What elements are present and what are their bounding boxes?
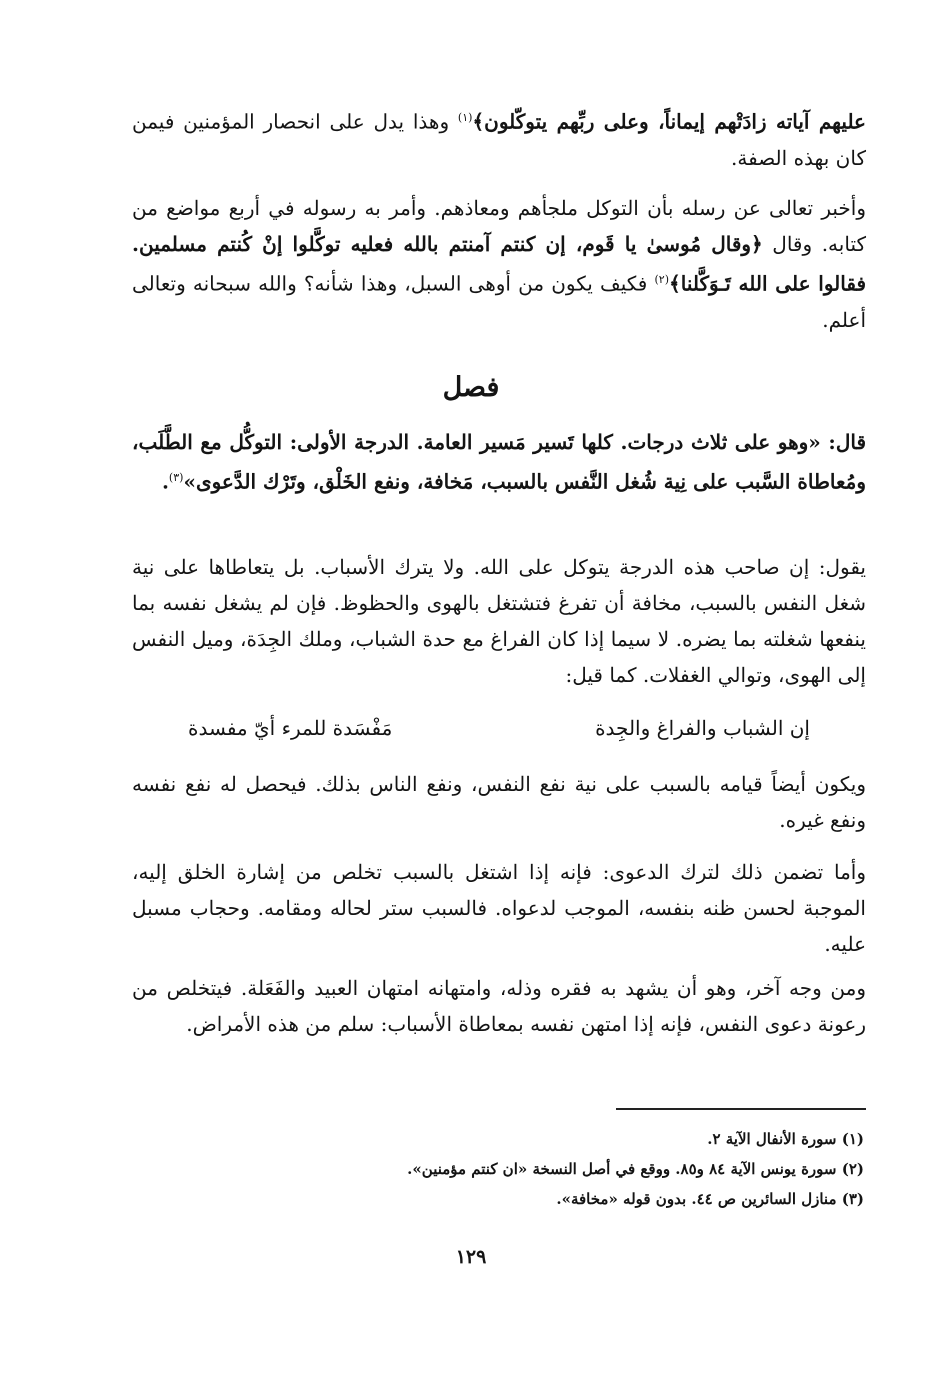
verse-second-hemistich: مَفْسَدة للمرء أيّ مفسدة	[188, 716, 393, 740]
poetry-verse	[132, 710, 866, 746]
paragraph-1	[132, 100, 866, 176]
quran-quote-end: عليهم آياته زادَتْهم إيماناً، وعلى ربِّهم يتوكّلون﴾	[472, 109, 866, 134]
footnote-ref-2: (٢)	[654, 273, 670, 286]
footnote-3: (٣) منازل السائرين ص ٤٤. بدون قوله «مخافة».	[556, 1190, 864, 1208]
paragraph-2	[132, 190, 866, 338]
footnote-ref-3: (٣)	[168, 471, 184, 484]
paragraph-3-quote	[132, 424, 866, 500]
paragraph-1-text: وهذا يدل على انحصار المؤمنين فيمن كان بهذه الصفة.	[132, 109, 866, 170]
section-heading: فصل	[442, 372, 500, 403]
verse-first-hemistich: إن الشباب والفراغ والجِدة	[595, 716, 810, 740]
footnote-2: (٢) سورة يونس الآية ٨٤ و٨٥. ووقع في أصل النسخة «ان كنتم مؤمنين».	[407, 1160, 864, 1178]
paragraph-4: يقول: إن صاحب هذه الدرجة يتوكل على الله. ولا يترك الأسباب. بل يتعاطاها على نية شغل النفس بالسبب، مخافة أن تفرغ فتشتغل بالهوى والحظوظ. فإن لم يشغل نفسه بما ينفعها شغلته بما يضره. لا سيما إذا كان الفراغ مع حدة الشباب، وملك الجِدَة، وميل النفس إلى الهوى، وتوالي الغفلات. كما قيل:	[132, 555, 866, 687]
paragraph-5: ويكون أيضاً قيامه بالسبب على نية نفع النفس، ونفع الناس بذلك. فيحصل له نفع نفسه ونفع غيره.	[132, 772, 866, 832]
paragraph-2-text: فكيف يكون من أوهى السبل، وهذا شأنه؟ والله سبحانه وتعالى أعلم.	[132, 271, 866, 332]
paragraph-2-intro: وأخبر تعالى عن رسله بأن التوكل ملجأهم ومعاذهم. وأمر به رسوله في أربع مواضع من كتابه. وقال	[132, 196, 866, 256]
quote-end-dot: .	[161, 469, 169, 494]
paragraph-7: ومن وجه آخر، وهو أن يشهد به فقره وذله، وامتهانه امتهان العبيد والفَعَلة. فيتخلص من رعونة دعوى النفس، فإنه إذا امتهن نفسه بمعاطاة الأسباب: سلم من هذه الأمراض.	[132, 976, 866, 1036]
footnote-separator	[616, 1108, 866, 1110]
footnotes	[130, 1124, 864, 1214]
author-quote: قال: «وهو على ثلاث درجات. كلها تَسير مَسير العامة. الدرجة الأولى: التوكُّل مع الطَّلَب، ومُعاطاة السَّبب على نِية شُغل النَّفس بالسبب، مَخافة، ونفع الخَلْق، وتَرْك الدَّعوى»	[132, 430, 867, 494]
quran-quote-yunus: ﴿وقال مُوسىٰ يا قَوم، إن كنتم آمنتم بالله فعليه توكَّلوا إنْ كُنتم مسلمين. فقالوا على الله تَـوَكَّلنا﴾	[132, 232, 867, 296]
paragraph-6: وأما تضمن ذلك لترك الدعوى: فإنه إذا اشتغل بالسبب تخلص من إشارة الخلق إليه، الموجبة لحسن ظنه بنفسه، الموجب لدعواه. فالسبب ستر لحاله ومقامه. وحجاب مسبل عليه.	[132, 860, 866, 956]
footnote-1: (١) سورة الأنفال الآية ٢.	[707, 1130, 864, 1148]
page-number: ١٢٩	[455, 1246, 487, 1268]
footnote-ref-1: (١)	[457, 111, 473, 124]
